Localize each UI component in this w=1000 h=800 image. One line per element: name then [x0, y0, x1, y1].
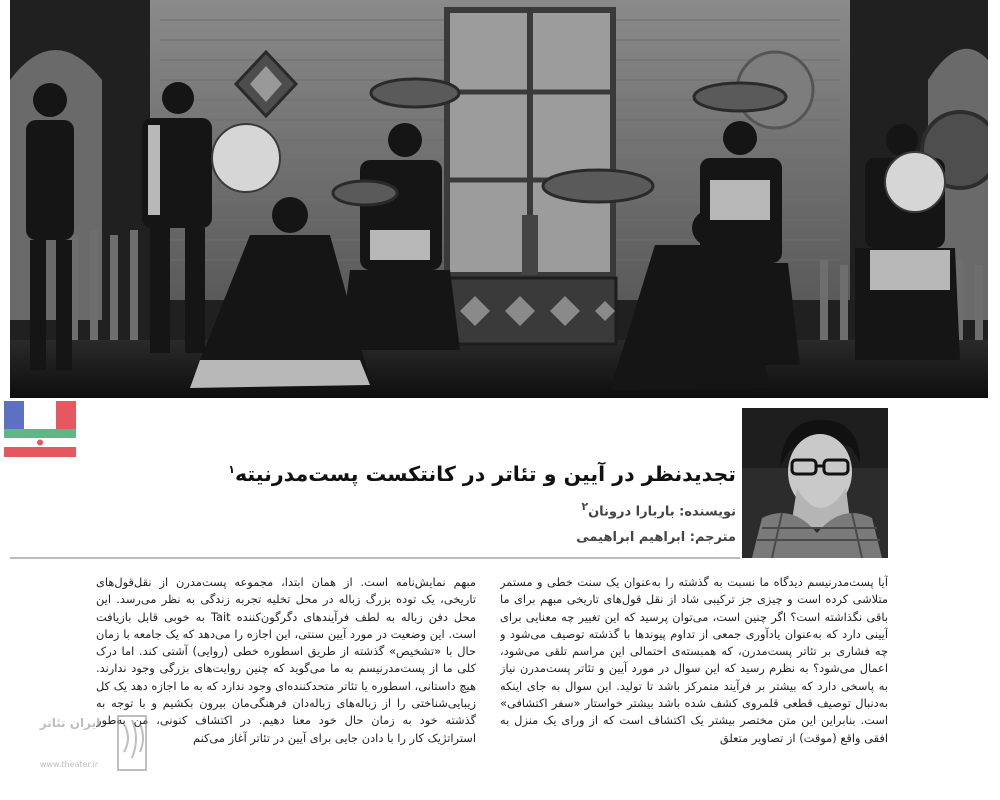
body-column-right: [500, 574, 888, 800]
watermark-site: www.theater.ir: [39, 760, 99, 769]
author-portrait: [742, 408, 888, 558]
article-title: تجدیدنظر در آیین و تئاتر در کانتکست پست‌مدرنیته$^۱$: [228, 462, 736, 486]
translator-line: مترجم: ابراهیم ابراهیمی: [576, 530, 736, 545]
body-paragraph: آیا پست‌مدرنیسم دیدگاه ما نسبت به گذشته را به‌عنوان یک سنت خطی و مستمر متلاشی کرده است و چیزی جز ترکیبی شاد از نقل قول‌های تاریخی مبهم برای ما باقی نگذاشته است؟ اگر چنین است، می‌توان پرسید که این تغییر چه معنایی برای آیینی دارد که به‌عنوان یادآوری جمعی از تداوم پیوندها با گذشته توصیف می‌شود و چه فشاری بر تئاتر پست‌مدرن، که همبسته‌ی احتمالی این مراسم تلقی می‌شود، اعمال می‌شود؟ به نظرم رسید که این سوال در مورد آیین و تئاتر پست‌مدرن نیاز به پاسخی دارد که بیشتر بر فرآیند متمرکز باشد تا تولید. این سوال به جای اینکه به‌دنبال توصیف قطعی قلمروی کشف شده باشد بیشتر خواستار «سفر اکتشافی» است. بنابراین این متن مختصر بیشتر یک اکتشاف است که از ورای یک منزل به افقی واقع (موقت) از تصاویر متعلق: [500, 575, 888, 745]
title-divider: [10, 557, 740, 559]
author-footnote-mark: ۲: [581, 500, 589, 513]
stage-photo: [10, 0, 988, 398]
iran-theater-logo-icon: [22, 708, 152, 780]
watermark-name: ایران تئاتر: [39, 716, 101, 730]
body-column-left: [96, 574, 476, 800]
title-footnote-mark: ۱: [228, 463, 235, 477]
france-iran-flag-icon: [4, 401, 76, 457]
author-line: نویسنده: باربارا درونان$^۲$: [581, 500, 736, 520]
body-paragraph: مبهم نمایش‌نامه است. از همان ابتدا، مجموعه پست‌مدرن از نقل‌قول‌های تاریخی، یک توده بزرگ زباله در محل تخلیه تجربه زندگی به نظر می‌رسد. این محل دفن زباله به لطف فرآیندهای دگرگون‌کننده Tait به خوبی قابل بازیافت است. این وضعیت در مورد آیین سنتی، این اجازه را می‌دهد که یک جامعه با زمان حال با «تشخیص» گذشته از طریق اسطوره خطی (روایی) آشتی کند. اما درک کلی ما از پست‌مدرنیسم به ما می‌گوید که چنین روایت‌های بزرگی وجود ندارند. هیچ داستانی، اسطوره یا تئاتر متحدکننده‌ای وجود ندارد که به ما اجازه دهد یک کل زیبایی‌شناختی را از زباله‌های زباله‌دان فرهنگی‌مان بیرون بکشیم و با توجه به گذشته خود به زمان حال خود معنا دهیم. در اکتشاف کنونی، من به‌طور استراتژیک کار را با دادن جایی برای آیین در تئاتر آغاز می‌کنم: [96, 575, 476, 745]
